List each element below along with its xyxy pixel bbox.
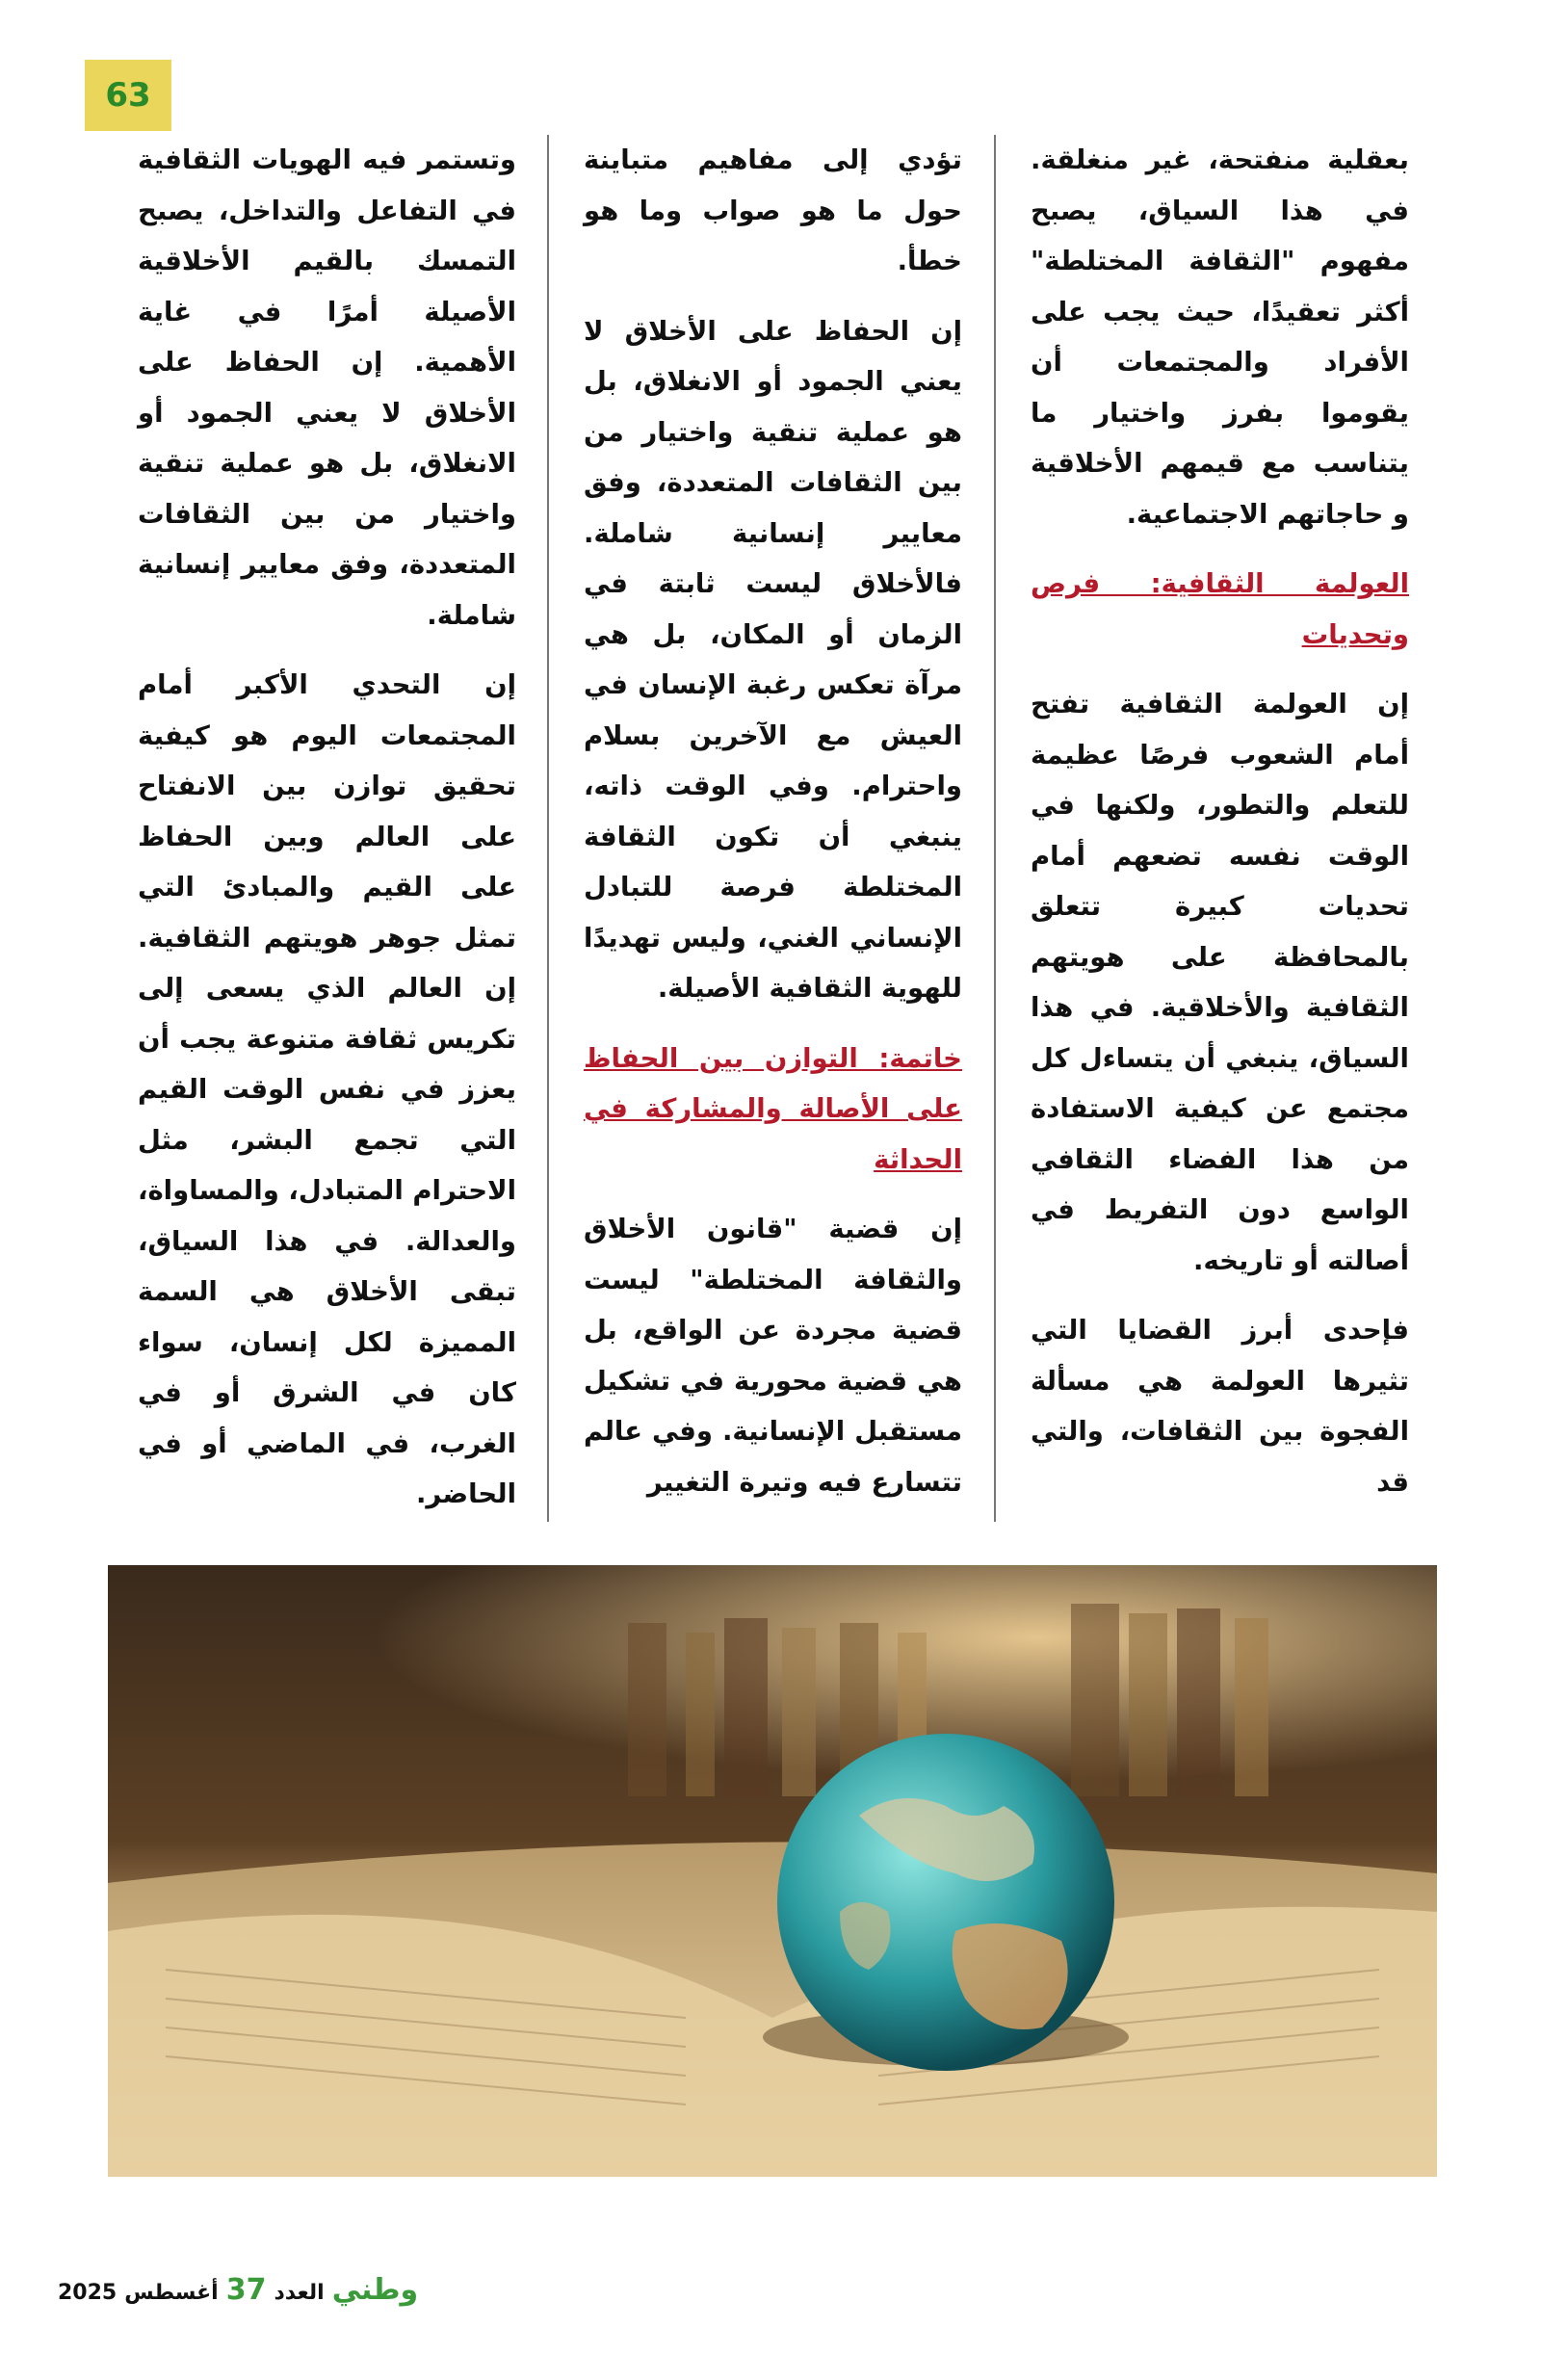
paragraph: تؤدي إلى مفاهيم متباينة حول ما هو صواب وما هو خطأ.: [584, 144, 962, 276]
article-column-middle: [584, 135, 962, 1527]
paragraph: إن قضية "قانون الأخلاق والثقافة المختلطة" ليست قضية مجردة عن الواقع، بل هي قضية محورية في تشكيل مستقبل الإنسانية. وفي عالم تتسارع فيه وتيرة التغيير: [584, 1214, 962, 1498]
paragraph: إن التحدي الأكبر أمام المجتمعات اليوم هو كيفية تحقيق توازن بين الانفتاح على العالم وبين الحفاظ على القيم والمبادئ التي تمثل جوهر هويتهم الثقافية. إن العالم الذي يسعى إلى تكريس ثقافة متنوعة يجب أن يعزز في نفس الوقت القيم التي تجمع البشر، مثل الاحترام المتبادل، والمساواة، والعدالة. في هذا السياق، تبقى الأخلاق هي السمة المميزة لكل إنسان، سواء كان في الشرق أو في الغرب، في الماضي أو في الحاضر.: [138, 669, 516, 1509]
issue-year: 2025: [58, 2281, 118, 2305]
page-number: 63: [105, 76, 151, 115]
article-column-right: [1031, 135, 1409, 1527]
column-divider: [994, 135, 996, 1522]
issue-label: العدد: [274, 2281, 325, 2305]
paragraph: إن العولمة الثقافية تفتح أمام الشعوب فرصًا عظيمة للتعلم والتطور، ولكنها في الوقت نفسه تضعهم أمام تحديات كبيرة تتعلق بالمحافظة على هويتهم الثقافية والأخلاقية. في هذا السياق، ينبغي أن يتساءل كل مجتمع عن كيفية الاستفادة من هذا الفضاء الثقافي الواسع دون التفريط في أصالته أو تاريخه.: [1031, 689, 1409, 1276]
photo-illustration: [108, 1565, 1437, 2177]
column-divider: [547, 135, 549, 1522]
article-column-left: [138, 135, 516, 1539]
footer: [58, 2273, 418, 2307]
paragraph: بعقلية منفتحة، غير منغلقة. في هذا السياق، يصبح مفهوم "الثقافة المختلطة" أكثر تعقيدًا، حيث يجب على الأفراد والمجتمعات أن يقوموا بفرز واختيار ما يتناسب مع قيمهم الأخلاقية و حاجاتهم الاجتماعية.: [1031, 144, 1409, 530]
section-heading: خاتمة: التوازن بين الحفاظ على الأصالة والمشاركة في الحداثة: [584, 1042, 962, 1175]
issue-number: 37: [225, 2273, 267, 2307]
issue-month: أغسطس: [124, 2281, 219, 2305]
paragraph: وتستمر فيه الهويات الثقافية في التفاعل والتداخل، يصبح التمسك بالقيم الأخلاقية الأصيلة أمرًا في غاية الأهمية. إن الحفاظ على الأخلاق لا يعني الجمود أو الانغلاق، بل هو عملية تنقية واختيار من بين الثقافات المتعددة، وفق معايير إنسانية شاملة.: [138, 144, 516, 631]
globe-on-book-photo: [108, 1565, 1437, 2177]
magazine-brand: وطني: [331, 2273, 419, 2307]
paragraph: إن الحفاظ على الأخلاق لا يعني الجمود أو الانغلاق، بل هو عملية تنقية واختيار من بين الثقافات المتعددة، وفق معايير إنسانية شاملة. فالأخلاق ليست ثابتة في الزمان أو المكان، بل هي مرآة تعكس رغبة الإنسان في العيش مع الآخرين بسلام واحترام. وفي الوقت ذاته، ينبغي أن تكون الثقافة المختلطة فرصة للتبادل الإنساني الغني، وليس تهديدًا للهوية الثقافية الأصيلة.: [584, 315, 962, 1004]
page-number-badge: [85, 60, 171, 131]
section-heading: العولمة الثقافية: فرص وتحديات: [1031, 568, 1409, 650]
paragraph: فإحدى أبرز القضايا التي تثيرها العولمة هي مسألة الفجوة بين الثقافات، والتي قد: [1031, 1315, 1409, 1498]
